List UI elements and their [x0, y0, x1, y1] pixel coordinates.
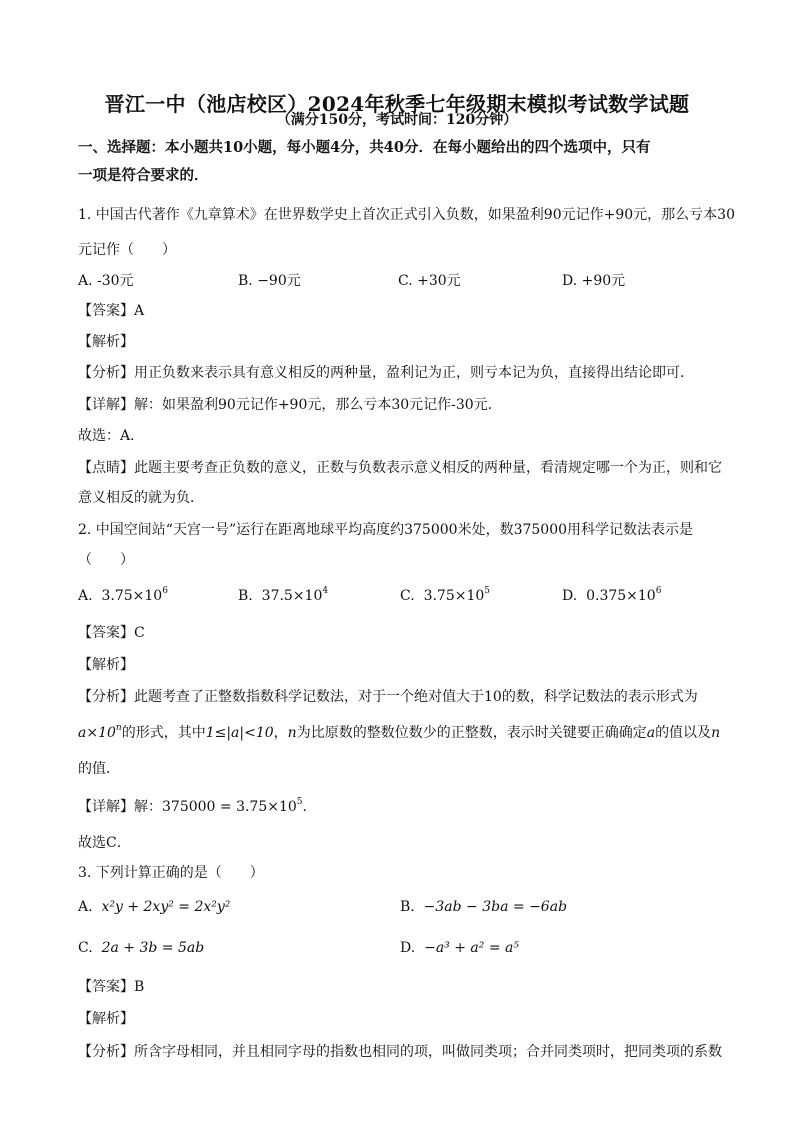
q3-options-row1 — [78, 899, 738, 921]
q2-fenxi-line3: 的值． — [78, 761, 120, 777]
q2-option-b: B. $37.5\times 10^4$ — [238, 586, 329, 604]
q3-stem: 3. 下列计算正确的是（ ） — [78, 865, 264, 881]
q2-stem-line2: （ ） — [78, 552, 134, 568]
page-subtitle: （满分150分，考试时间：120分钟） — [276, 112, 518, 128]
q1-option-c: C. +30元 — [398, 273, 461, 289]
q1-option-a: A. ‐30元 — [78, 273, 134, 289]
q3-option-d: D. −a³ + a² = a⁵ — [400, 940, 519, 956]
q1-dianjing-line2: 意义相反的就为负． — [78, 490, 204, 506]
q1-stem-line1: 1. 中国古代著作《九章算术》在世界数学史上首次正式引入负数，如果盈利90元记作+90元，那么亏本30 — [78, 207, 735, 223]
q2-answer: 【答案】C — [78, 625, 145, 641]
q1-answer: 【答案】A — [78, 303, 145, 319]
q3-option-c: C. 2a + 3b = 5ab — [78, 940, 205, 956]
q1-dianjing-line1: 【点睛】此题主要考查正负数的意义，正数与负数表示意义相反的两种量，看清规定哪一个为正，则和它 — [78, 460, 722, 476]
q1-guxuan: 故选：A． — [78, 428, 145, 444]
q3-options-row2 — [78, 940, 738, 962]
q2-xiangjie: 【详解】解：$375000 = 3.75\times 10^5$． — [78, 797, 317, 815]
q2-option-c: C. $3.75\times 10^5$ — [400, 586, 491, 604]
q3-answer: 【答案】B — [78, 979, 145, 995]
section-heading-line2: 一项是符合要求的． — [78, 167, 209, 184]
q3-fenxi: 【分析】所含字母相同，并且相同字母的指数也相同的项，叫做同类项；合并同类项时，把同类项的系数 — [78, 1044, 722, 1060]
q1-options — [78, 270, 738, 292]
q1-analysis-label: 【解析】 — [78, 334, 134, 350]
q1-stem-math: +90 — [603, 207, 634, 223]
section-heading-line1: 一、选择题：本小题共10小题，每小题4分，共40分．在每小题给出的四个选项中，只有 — [78, 139, 651, 156]
q2-stem-line1: 2. 中国空间站“天宫一号”运行在距离地球平均高度约375000米处，数375000用科学记数法表示是 — [78, 522, 694, 538]
q1-option-b: B. −90元 — [238, 273, 301, 289]
q2-analysis-label: 【解析】 — [78, 657, 134, 673]
q2-option-a: A. $3.75\times 10^6$ — [78, 586, 168, 604]
q3-analysis-label: 【解析】 — [78, 1011, 134, 1027]
q1-option-d: D. +90元 — [562, 273, 626, 289]
q1-stem-line2: 元记作（ ） — [78, 242, 176, 258]
q2-option-d: D. $0.375\times 10^6$ — [562, 586, 662, 604]
q3-option-b: B. −3ab − 3ba = −6ab — [400, 899, 568, 915]
q2-fenxi-line2: $a\times 10^n$的形式，其中1≤|a|<10，n为比原数的整数位数少的正整数，表示时关键要正确确定a的值以及n — [78, 723, 721, 741]
q2-options — [78, 588, 738, 610]
q3-option-a: A. x²y + 2xy² = 2x²y² — [78, 899, 231, 915]
page-title: 晋江一中（池店校区）2024年秋季七年级期末模拟考试数学试题 — [104, 92, 690, 116]
q2-guxuan: 故选C． — [78, 835, 131, 851]
q1-xiangjie: 【详解】解：如果盈利90元记作+90元，那么亏本30元记作‐30元． — [78, 397, 502, 413]
q2-fenxi-line1: 【分析】此题考查了正整数指数科学记数法，对于一个绝对值大于10的数，科学记数法的表示形式为 — [78, 689, 698, 705]
section-heading — [78, 134, 728, 190]
q1-fenxi: 【分析】用正负数来表示具有意义相反的两种量，盈利记为正，则亏本记为负，直接得出结论即可． — [78, 365, 694, 381]
